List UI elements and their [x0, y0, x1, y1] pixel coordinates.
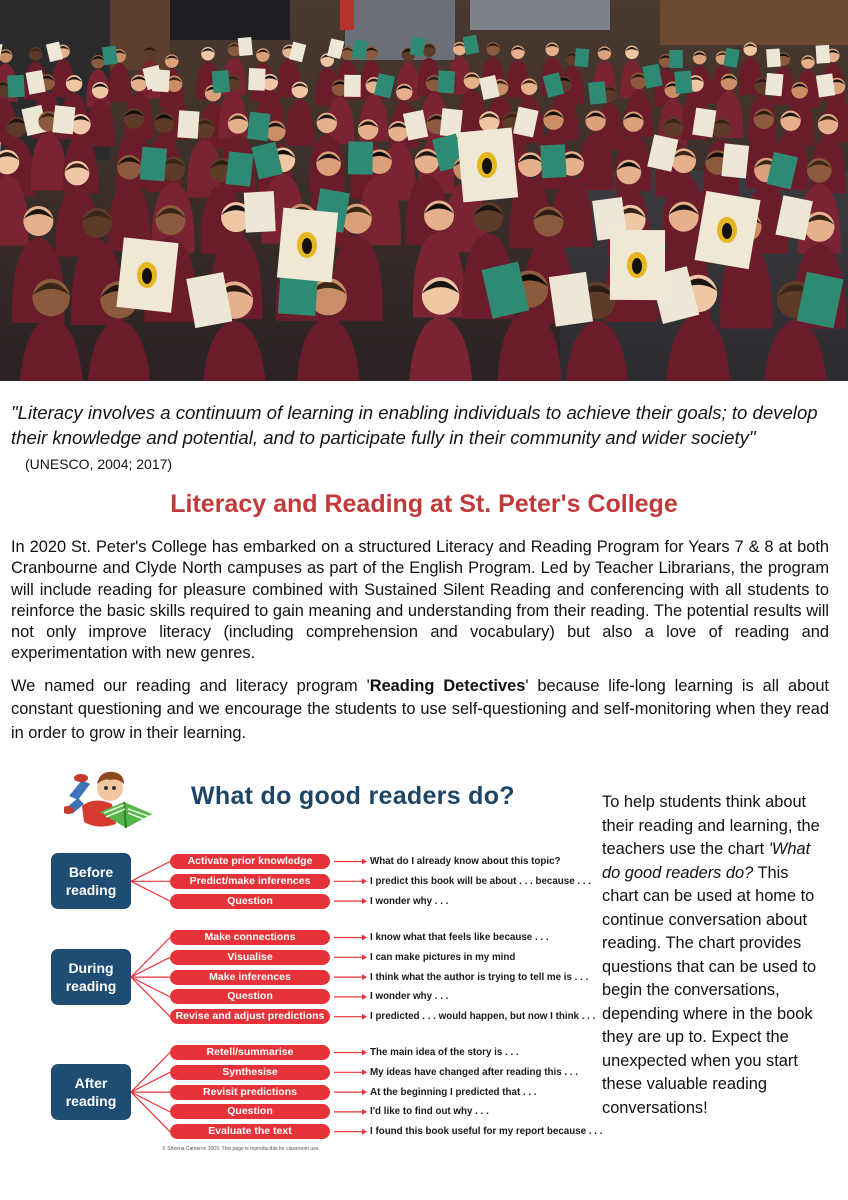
arrow-head-icon: [362, 1129, 367, 1135]
chart-explanation: [602, 791, 824, 1120]
stage-connector-line: [131, 862, 170, 882]
strategy-pill: Retell/summarise: [170, 1045, 330, 1060]
good-readers-chart: [46, 764, 603, 1159]
program-description-paragraph: In 2020 St. Peter's College has embarked on a structured Literacy and Reading Program for Years 7 & 8 at both Cranbourne and Clyde North campuses as part of the English Program. Led by Teacher Librarians, the program will include reading for pleasure combined with Sustained Silent Reading and conferencing with all students to reinforce the basic skills required to gain meaning and understanding from their reading. The potential results will not only improve literacy (including comprehension and vocabulary) but also a love of reading and experimentation with new genres.: [11, 538, 829, 663]
penguin-silhouette-icon: [482, 158, 492, 174]
boy-reading-book-icon: [64, 766, 164, 840]
stage-connector-line: [131, 1053, 170, 1093]
tote-bag: [52, 105, 75, 134]
stage-box-after: After reading: [51, 1064, 131, 1120]
tote-bag: [140, 147, 167, 182]
arrow-head-icon: [362, 954, 367, 960]
paragraph2-intro: We named our reading and literacy program ': [11, 677, 370, 695]
strategy-prompt: At the beginning I predicted that . . .: [370, 1086, 537, 1098]
side-text-rest: This chart can be used at home to continue conversation about reading. The chart provides questions that can be used to begin the conversations, depending where in the book they are up to. Expect the unexpected when you start these valuable reading conversations!: [602, 863, 817, 1117]
strategy-pill: Question: [170, 989, 330, 1004]
paragraph2-rest: ' because life-long learning is all about constant questioning and we encourage the students to use self-questioning and self-monitoring when they read in order to grow in their learning.: [11, 677, 829, 742]
tote-bag: [348, 141, 373, 174]
tote-bag: [177, 110, 199, 139]
tote-bag: [437, 70, 455, 93]
strategy-prompt: The main idea of the story is . . .: [370, 1047, 519, 1058]
strategy-pill: Evaluate the text: [170, 1124, 330, 1139]
strategy-pill: Visualise: [170, 950, 330, 965]
stage-connector-line: [131, 938, 170, 978]
penguin-silhouette-icon: [632, 258, 642, 274]
strategy-pill: Activate prior knowledge: [170, 854, 330, 869]
tote-bag: [247, 112, 270, 141]
tote-bag: [248, 68, 265, 91]
tote-bag: [344, 75, 361, 97]
arrow-head-icon: [362, 935, 367, 941]
tote-bag: [816, 73, 835, 97]
tote-bag: [7, 75, 25, 98]
hero-photo: [0, 0, 848, 381]
page-title: Literacy and Reading at St. Peter's College: [170, 490, 678, 518]
penguin-silhouette-icon: [722, 223, 732, 239]
tote-bag: [766, 49, 781, 68]
tote-bag: [102, 46, 118, 66]
penguin-silhouette-icon: [142, 268, 152, 284]
side-text-intro: To help students think about their reading and learning, the teachers use the chart: [602, 793, 820, 858]
chart-title: What do good readers do?: [191, 782, 515, 810]
tote-bag: [669, 50, 683, 68]
arrow-head-icon: [362, 898, 367, 904]
arrow-head-icon: [362, 878, 367, 884]
strategy-prompt: I wonder why . . .: [370, 991, 449, 1003]
arrow-head-icon: [362, 1069, 367, 1075]
strategy-prompt: I'd like to find out why . . .: [370, 1106, 489, 1118]
strategy-pill: Question: [170, 894, 330, 909]
stage-connector-line: [131, 957, 170, 977]
strategy-prompt: I predict this book will be about . . . because . . .: [370, 875, 592, 887]
stage-connector-line: [131, 1092, 170, 1112]
tote-bag: [674, 71, 692, 94]
strategy-pill: Predict/make inferences: [170, 874, 330, 889]
strategy-prompt: My ideas have changed after reading this . . .: [370, 1066, 578, 1078]
strategy-prompt: I think what the author is trying to tell me is . . .: [370, 971, 589, 983]
tote-bag: [588, 81, 607, 105]
stage-box-before: Before reading: [51, 853, 131, 909]
penguin-silhouette-icon: [302, 238, 312, 254]
tote-bag: [575, 48, 590, 67]
stage-connector-line: [131, 881, 170, 901]
strategy-prompt: I wonder why . . .: [370, 895, 449, 907]
unesco-quote: [11, 400, 831, 477]
strategy-pill: Question: [170, 1104, 330, 1119]
tote-bag: [244, 191, 276, 232]
reading-detectives-paragraph: [11, 675, 829, 745]
tote-bag: [540, 144, 566, 178]
strategy-pill: Revisit predictions: [170, 1085, 330, 1100]
arrow-head-icon: [362, 994, 367, 1000]
strategy-prompt: I know what that feels like because . . .: [370, 932, 549, 943]
tote-bag: [226, 151, 254, 186]
strategy-pill: Make connections: [170, 930, 330, 945]
tote-bag: [721, 143, 749, 178]
tote-bag: [238, 37, 253, 56]
tote-bag: [152, 69, 170, 92]
stage-connector-line: [131, 977, 170, 1017]
arrow-head-icon: [362, 1089, 367, 1095]
quote-citation: (UNESCO, 2004; 2017): [25, 456, 173, 472]
strategy-pill: Synthesise: [170, 1065, 330, 1080]
students-photo-illustration: [0, 0, 848, 381]
strategy-prompt: I found this book useful for my report because . . .: [370, 1126, 603, 1138]
stage-connector-line: [131, 1072, 170, 1092]
strategy-pill: Revise and adjust predictions: [170, 1009, 330, 1024]
stage-connector-line: [131, 1092, 170, 1132]
strategy-pill: Make inferences: [170, 970, 330, 985]
tote-bag: [692, 108, 716, 138]
stage-connector-line: [131, 977, 170, 997]
tote-bag: [549, 272, 593, 327]
strategy-prompt: What do I already know about this topic?: [370, 856, 561, 867]
quote-text: "Literacy involves a continuum of learning in enabling individuals to achieve their goals; to develop their knowledge and potential, and to participate fully in their community and wider society": [11, 402, 818, 448]
arrow-head-icon: [362, 1050, 367, 1056]
tote-bag: [212, 70, 230, 93]
stage-box-during: During reading: [51, 949, 131, 1005]
strategy-prompt: I predicted . . . would happen, but now I think . . .: [370, 1011, 596, 1023]
arrow-head-icon: [362, 1014, 367, 1020]
chart-copyright: © Sheena Cameron 2009. This page is reproducible for classroom use.: [162, 1146, 320, 1152]
tote-bag: [765, 73, 783, 96]
strategy-prompt: I can make pictures in my mind: [370, 951, 516, 963]
arrow-head-icon: [362, 974, 367, 980]
arrow-head-icon: [362, 859, 367, 865]
tote-bag: [816, 45, 831, 64]
program-name: Reading Detectives: [369, 677, 526, 695]
chart-name-reference: 'What do good readers do?: [602, 840, 811, 882]
arrow-head-icon: [362, 1109, 367, 1115]
